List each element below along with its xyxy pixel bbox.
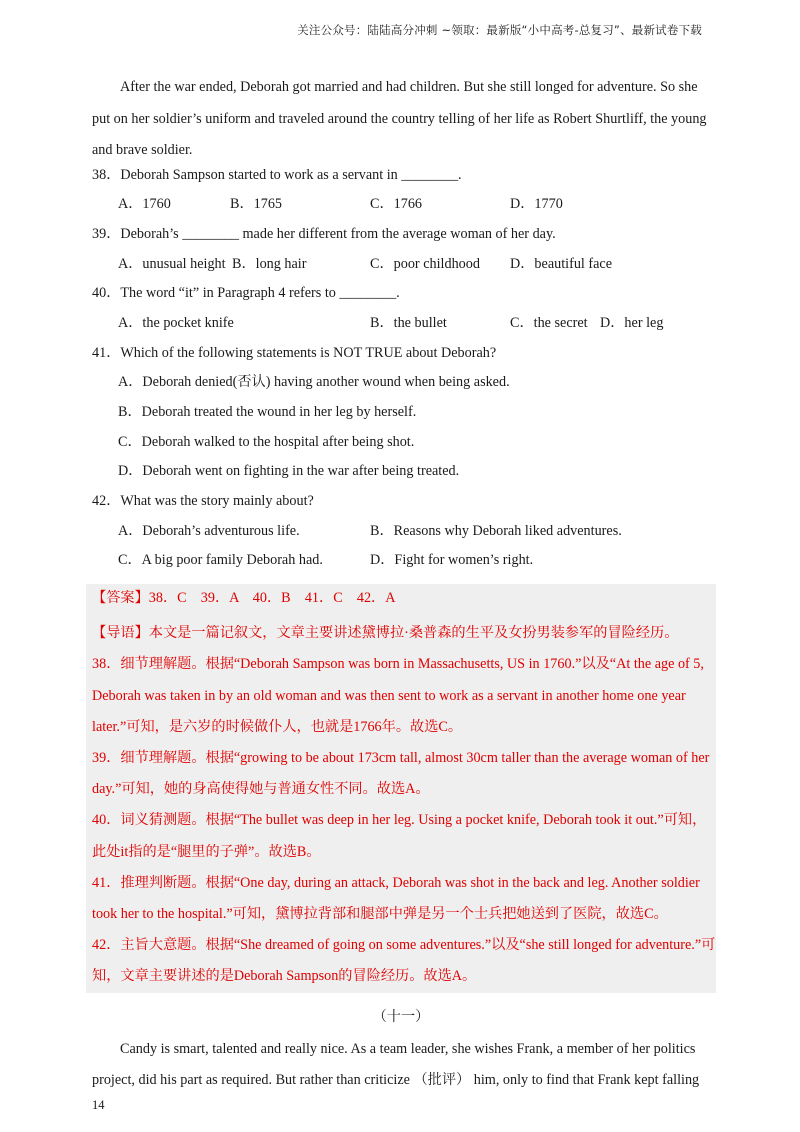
option-b: B．Deborah treated the wound in her leg by herself. [118,404,417,420]
option-b: B．Reasons why Deborah liked adventures. [370,522,622,539]
explanation-39: 39．细节理解题。根据“growing to be about 173cm tall, almost 30cm taller than the average woman of her day.”可知，她的身高使得她与普通女性不同。故选A。 [92,749,710,798]
option-a: A．Deborah’s adventurous life. [118,522,300,539]
question-42-options-row1 [92,521,710,551]
question-39-stem: 39．Deborah’s ________ made her different from the average woman of her day. [92,225,556,242]
option-d: D．Deborah went on fighting in the war after being treated. [118,463,460,480]
question-38-options [92,194,710,224]
question-40-options [92,313,710,343]
explanation-40: 40．词义猜测题。根据“The bullet was deep in her leg. Using a pocket knife, Deborah took it out.”可知，此处it指的是“腿里的子弹”。故选B。 [92,812,707,860]
answer-section [86,584,716,992]
page-number: 14 [92,1098,105,1112]
option-c: C．Deborah walked to the hospital after being shot. [118,433,415,450]
document-body [92,72,716,1097]
option-d: D．beautiful face [510,255,613,272]
answer-key: 【答案】38．C 39．A 40．B 41．C 42．A [92,590,396,607]
option-a: A．the pocket knife [118,314,234,331]
option-b: B．long hair [232,255,307,272]
option-b: B．the bullet [370,314,447,331]
page-header: 关注公众号：陆陆高分冲刺 ~领取：最新版“小中高考-总复习”、最新试卷下载 [297,23,702,37]
question-40-stem: 40．The word “it” in Paragraph 4 refers to ________. [92,285,400,302]
explanation-42: 42．主旨大意题。根据“She dreamed of going on some adventures.”以及“she still longed for adventure.”可知，文章主要讲述的是Deborah Sampson的冒险经历。故选A。 [92,937,716,985]
question-39-options [92,254,710,284]
option-d: D．1770 [510,196,563,213]
option-d: D．Fight for women’s right. [370,552,534,569]
question-41-stem: 41．Which of the following statements is NOT TRUE about Deborah? [92,344,497,361]
option-a: A．unusual height [118,255,226,272]
option-c: C．A big poor family Deborah had. [118,552,323,569]
question-42-options-row2 [92,550,710,580]
option-a: A．1760 [118,196,171,213]
explanation-41: 41．推理判断题。根据“One day, during an attack, Deborah was shot in the back and leg. Another soldier took her to the hospital.”可知，黛博拉背部和腿部中弹是另一个士兵把她送到了医院，故选C。 [92,874,700,922]
option-c: C．1766 [370,196,423,213]
option-d: D．her leg [600,314,664,331]
question-42-stem: 42．What was the story mainly about? [92,493,314,510]
option-c: C．the secret [510,314,588,331]
option-b: B．1765 [230,196,283,213]
passage-paragraph: After the war ended, Deborah got married and had children. But she still longed for adventure. So she put on her soldier’s uniform and traveled around the country telling of her life as Robert Shurtliff, the young and brave soldier. [92,79,707,158]
explanation-38: 38．细节理解题。根据“Deborah Sampson was born in Massachusetts, US in 1760.”以及“At the age of 5, Deborah was taken in by an old woman and was then sent to work as a servant in another home one year later.”可知，是六岁的时候做仆人，也就是1766年。故选C。 [92,656,704,735]
option-a: A．Deborah denied(否认) having another wound when being asked. [118,374,510,391]
section-title: （十一） [372,1008,430,1025]
answer-guide: 【导语】本文是一篇记叙文，文章主要讲述黛博拉·桑普森的生平及女扮男装参军的冒险经历。 [92,625,679,642]
next-passage-paragraph: Candy is smart, talented and really nice. As a team leader, she wishes Frank, a member of her politics project, did his part as required. But rather than criticize （批评） him, only to find that Frank kept falling [92,1040,700,1089]
option-c: C．poor childhood [370,255,480,272]
question-38-stem: 38．Deborah Sampson started to work as a servant in ________. [92,166,462,183]
